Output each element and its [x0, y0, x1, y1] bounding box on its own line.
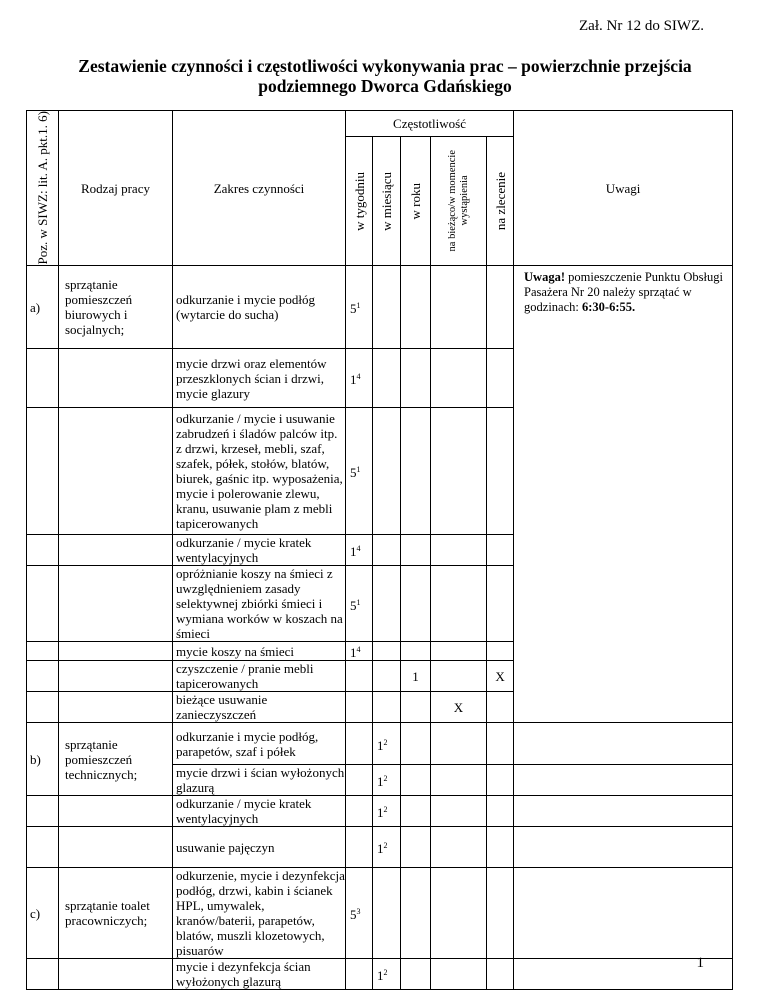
freq-w-miesiacu: $1^2$	[373, 827, 401, 868]
row-zakres: mycie drzwi oraz elementów przeszklonych ścian i drzwi, mycie glazury	[173, 349, 346, 408]
freq-w-tygodniu: $5^1$	[346, 408, 373, 535]
row-zakres: bieżące usuwanie zanieczyszczeń	[173, 692, 346, 723]
freq-na-biezaco: X	[431, 692, 487, 723]
header-czestotliwosc: Częstotliwość	[346, 111, 514, 137]
freq-w-tygodniu: $1^4$	[346, 535, 373, 566]
freq-w-roku: 1	[401, 661, 431, 692]
group-c-label: c)	[27, 868, 59, 959]
row-zakres: odkurzenie, mycie i dezynfekcja podłóg, drzwi, kabin i ścianek HPL, umywalek, kranów/baterii, parapetów, blatów, muszli klozetowych, pisuarów	[173, 868, 346, 959]
header-w-miesiacu: w miesiącu	[373, 137, 401, 266]
header-w-roku: w roku	[401, 137, 431, 266]
group-b-label: b)	[27, 723, 59, 796]
freq-w-tygodniu: $5^3$	[346, 868, 373, 959]
row-zakres: mycie drzwi i ścian wyłożonych glazurą	[173, 765, 346, 796]
document-title: Zestawienie czynności i częstotliwości wykonywania prac – powierzchnie przejścia podziemnego Dworca Gdańskiego	[78, 56, 692, 96]
header-w-tygodniu: w tygodniu	[346, 137, 373, 266]
freq-w-tygodniu: $1^4$	[346, 349, 373, 408]
header-poz: Poz. w SIWZ: lit. A. pkt.1. 6)	[27, 111, 59, 266]
page-number: 1	[696, 955, 704, 971]
freq-na-zlecenie: X	[487, 661, 514, 692]
freq-w-tygodniu: $5^1$	[346, 566, 373, 642]
group-b-rodzaj: sprzątanie pomieszczeń technicznych;	[59, 723, 173, 796]
freq-w-miesiacu: $1^2$	[373, 723, 401, 765]
header-rodzaj: Rodzaj pracy	[59, 111, 173, 266]
row-zakres: odkurzanie i mycie podłóg, parapetów, szaf i półek	[173, 723, 346, 765]
header-na-zlecenie: na zlecenie	[487, 137, 514, 266]
attachment-note: Zał. Nr 12 do SIWZ.	[579, 18, 704, 34]
group-a-rodzaj: sprzątanie pomieszczeń biurowych i socjalnych;	[59, 266, 173, 349]
row-zakres: odkurzanie / mycie kratek wentylacyjnych	[173, 535, 346, 566]
row-zakres: opróżnianie koszy na śmieci z uwzględnieniem zasady selektywnej zbiórki śmieci i wymiana worków w koszach na śmieci	[173, 566, 346, 642]
group-c-rodzaj: sprzątanie toalet pracowniczych;	[59, 868, 173, 959]
row-zakres: usuwanie pajęczyn	[173, 827, 346, 868]
schedule-table	[26, 110, 733, 990]
row-zakres: odkurzanie i mycie podłóg (wytarcie do sucha)	[173, 266, 346, 349]
freq-w-tygodniu: $1^4$	[346, 642, 373, 661]
header-zakres: Zakres czynności	[173, 111, 346, 266]
freq-w-miesiacu: $1^2$	[373, 796, 401, 827]
row-zakres: mycie i dezynfekcja ścian wyłożonych glazurą	[173, 959, 346, 990]
header-uwagi: Uwagi	[514, 111, 733, 266]
freq-w-miesiacu: $1^2$	[373, 765, 401, 796]
row-zakres: odkurzanie / mycie kratek wentylacyjnych	[173, 796, 346, 827]
row-zakres: czyszczenie / pranie mebli tapicerowanych	[173, 661, 346, 692]
group-a-label: a)	[27, 266, 59, 349]
row-zakres: mycie koszy na śmieci	[173, 642, 346, 661]
header-na-biezaco: na bieżąco/w momencie wystąpienia	[431, 137, 487, 266]
note-cell: Uwaga! pomieszczenie Punktu Obsługi Pasażera Nr 20 należy sprzątać w godzinach: 6:30-6:55.	[514, 266, 733, 723]
freq-w-miesiacu: $1^2$	[373, 959, 401, 990]
row-zakres: odkurzanie / mycie i usuwanie zabrudzeń i śladów palców itp. z drzwi, krzeseł, mebli, szaf, szafek, półek, stołów, blatów, biurek, gaśnic itp. wyposażenia, mycie i polerowanie zlewu, kranu, usuwanie plam z mebli tapicerowanych	[173, 408, 346, 535]
freq-w-tygodniu: $5^1$	[346, 266, 373, 349]
